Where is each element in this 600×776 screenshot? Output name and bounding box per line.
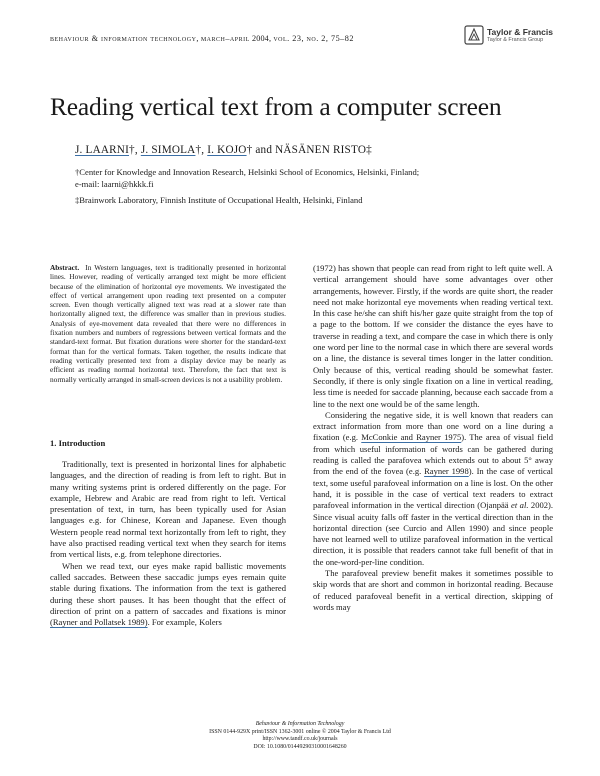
article-title: Reading vertical text from a computer screen	[50, 92, 502, 121]
footer-doi: DOI: 10.1080/01449290310001648260	[253, 743, 347, 750]
body-column-left	[50, 459, 286, 628]
paragraph: The parafoveal preview benefit makes it sometimes possible to skip words that are short and common in horizontal reading. Because of reduced parafoveal benefit in a vertical direction, skipping of words may	[313, 568, 553, 612]
body-column-right	[313, 263, 553, 613]
affiliation-2: ‡Brainwork Laboratory, Finnish Institute of Occupational Health, Helsinki, Finland	[75, 195, 363, 205]
footer-issn: ISSN 0144-929X print/ISSN 1362-3001 online © 2004 Taylor & Francis Ltd	[209, 728, 391, 735]
paragraph: Traditionally, text is presented in horizontal lines for alphabetic languages, and the direction of reading is from left to right. But in many writing systems print is ordered differently on the page. For example, Hebrew and Arabic are read from right to left. Vertical presentation of text, in turn, has been typically used for Asian languages e.g. for Chinese, Korean and Japanese. Even though Western people read normal text horizontally from left to right, they have also practised reading vertical text when they search for items from vertical lists, e.g. from telephone directories.	[50, 459, 286, 560]
email-address: e-mail: laarni@hkkk.fi	[75, 179, 154, 189]
journal-footer	[150, 721, 450, 751]
affiliation-1: †Center for Knowledge and Innovation Research, Helsinki School of Economics, Helsinki, Finland; e-mail: laarni@hkkk.fi	[75, 166, 555, 190]
author-list: J. LAARNI†, J. SIMOLA†, I. KOJO† and NÄSÄNEN RISTO‡	[75, 144, 372, 156]
footer-journal: Behaviour & Information Technology	[255, 721, 345, 727]
author-name[interactable]: J. LAARNI	[75, 144, 130, 156]
paragraph: When we read text, our eyes make rapid ballistic movements called saccades. Between these saccadic jumps eyes remain quite stable during fixations. The information from the text is gathered during these short pauses. It has been thought that the effect of direction of print on a pattern of saccades and fixations is minor (Rayner and Pollatsek 1989). For example, Kolers	[50, 560, 286, 628]
citation-link[interactable]: McConkie and Rayner 1975	[361, 432, 462, 443]
abstract-text: In Western languages, text is traditionally presented in horizontal lines. However, reading of vertically arranged text might be more efficient because of the elimination of horizontal eye movements. We investigated the effect of vertical arrangement upon reading text presented on a computer screen. Even though vertically aligned text was read at a slower rate than horizontally aligned text, the difference was smaller than in previous studies. Analysis of eye-movement data revealed that there were no differences in fixation numbers and numbers of regressions between vertical formats and the standard-text format. But fixation durations were shorter for the standard-text format than for the vertical formats. Taken together, the results indicate that reading vertically presented text from a display device may be nearly as efficient as reading normal horizontal text. Therefore, the fact that text is normally vertically arranged in small-screen devices is not a usability problem.	[50, 263, 287, 384]
publisher-group: Taylor & Francis Group	[487, 37, 544, 43]
volume-issue-pages: vol. 23, no. 2, 75–82	[273, 34, 354, 43]
author-name[interactable]: I. KOJO	[207, 144, 247, 156]
issue-year: 2004	[251, 34, 269, 43]
issue-months: march–april	[200, 34, 250, 43]
abstract-label: Abstract.	[50, 263, 80, 272]
paragraph: (1972) has shown that people can read from right to left quite well. A vertical arrangement should have some advantages over other arrangements, however. Firstly, if the words are quite short, the reader need not make horizontal eye movements when reading vertical text. In this case he/she can shift his/her gaze quite straight from the top of a page to the bottom. If we consider the distance the eyes have to traverse in reading a text, and compare the case in which there is only one word per line to the normal case in which there are several words on a line, the distance is several times longer in the latter condition. Only because of this, vertical reading should be somewhat faster. Secondly, if there is only single fixation on a line in vertical reading, less time is needed for saccade planning, because each saccade from a line to the next one would be of the same length.	[313, 263, 553, 409]
citation-link[interactable]: Rayner 1998	[424, 466, 469, 477]
abstract	[50, 263, 286, 384]
author-name: NÄSÄNEN RISTO	[275, 144, 367, 156]
journal-name: behaviour & information technology	[50, 34, 197, 43]
publisher-logo	[464, 24, 564, 48]
running-head: behaviour & information technology, march–april 2004, vol. 23, no. 2, 75–82	[50, 34, 354, 43]
author-name[interactable]: J. SIMOLA	[140, 144, 196, 156]
footer-url[interactable]: http://www.tandf.co.uk/journals	[262, 736, 338, 743]
publisher-name: Taylor & Francis	[487, 27, 553, 37]
publisher-logo-icon	[464, 25, 484, 45]
citation-link[interactable]: (Rayner and Pollatsek 1989)	[50, 617, 148, 628]
section-heading: 1. Introduction	[50, 438, 106, 448]
running-head-separator: ,	[196, 34, 201, 43]
paragraph: Considering the negative side, it is well known that readers can extract information from more than one word on a line during a fixation (e.g. McConkie and Rayner 1975). The area of visual field from which useful information of words can be gathered during reading is called the parafovea which extends out to about 5° away from the end of the fovea (e.g. Rayner 1998). In the case of vertical text, some useful parafoveal information on a line is lost. On the other hand, it is possible in the case of vertical text readers to extract parafoveal information in the vertical direction (Ojanpää et al. 2002). Since visual acuity falls off faster in the vertical direction than in the horizontal direction (see Curcio and Allen 1990) and since people have not learned well to utilize parafoveal information in the vertical direction, it is possible that readers cannot take full benefit of that in the one-word-per-line condition.	[313, 409, 554, 567]
